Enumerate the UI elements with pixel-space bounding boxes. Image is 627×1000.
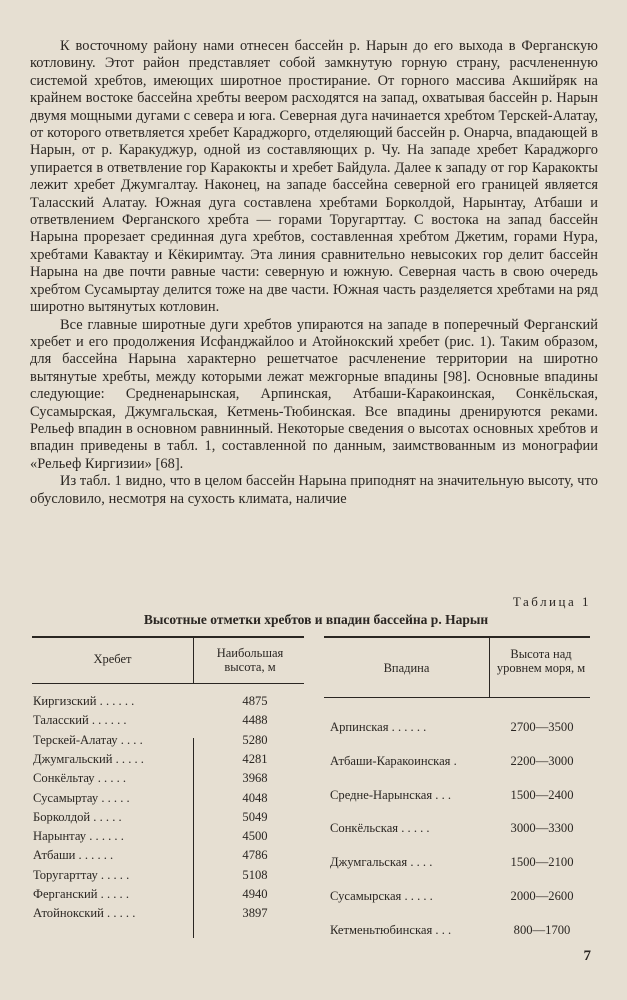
ridge-height: 4488 xyxy=(242,713,268,728)
basin-name: Средне-Нарынская . . . xyxy=(330,787,452,802)
basin-height: 800—1700 xyxy=(513,922,571,937)
ridge-name: Торугарттау . . . . . xyxy=(33,867,130,882)
ridge-name: Ферганский . . . . . xyxy=(33,887,130,901)
table-title: Высотные отметки хребтов и впадин бассейна р. Нарын xyxy=(143,612,489,627)
ridge-name: Киргизский . . . . . . xyxy=(33,694,135,708)
basins-header-rule xyxy=(324,697,590,698)
ridges-header-rule xyxy=(32,683,304,684)
ridge-height: 5280 xyxy=(242,732,268,747)
body-text xyxy=(30,38,598,508)
basins-header-divider xyxy=(489,638,490,698)
ridges-top-rule xyxy=(32,636,304,638)
basin-name: Кетменьтюбинская . . . xyxy=(330,922,452,937)
ridge-name: Терскей-Алатау . . . . xyxy=(33,732,143,747)
paragraph-1: К восточному району нами отнесен бассейн р. Нарын до его выхода в Ферганскую котловину. Этот район представляет собой замкнутую горную страну, расчлененную системой хребтов, имеющих широтное простирание. От горного массива Акшийряк на крайнем востоке бассейна хребты веером расходятся на запад, охватывая бассейн р. Нарын двумя мощными дугами с севера и юга. Северная дуга начинается хребтом Терскей-Алатау, от которого ответвляется хребет Караджорго, отделяющий бассейн р. Онарча, впадающей в Нарын, от р. Каракуджур, одной из составляющих р. Чу. На западе хребет Караджорго упирается в ответвление гор Каракокты и хребет Байдула. Далее к западу от гор Каракокты лежит хребет Джумгалтау. Наконец, на западе бассейна северной его границей является Таласский Алатау. Южная дуга составлена хребтами Борколдой, Нарынтау, Атбаши и ответвлением Ферганского хребта — горами Торугарттау. С востока на запад бассейн Нарына прорезает срединная дуга хребтов, составленная хребтом Джетим, горами Нура, хребтами Кавактау и Кёкиримтау. Эта линия сравнительно невысоких гор делит бассейн Нарына на две почти равные части: северную и южную. Северная часть в свою очередь хребтом Сусамыртау делится тоже на две части. Южная часть разделяется хребтами на ряд широтно вытянутых котловин. xyxy=(30,38,598,316)
ridges-height-header: Наибольшая высота, м xyxy=(216,646,284,674)
ridges-header-divider xyxy=(193,638,194,684)
basin-height: 1500—2100 xyxy=(510,855,574,870)
ridges-name-header: Хребет xyxy=(93,652,132,666)
basin-name: Сонкёльская . . . . . xyxy=(330,821,430,836)
basin-name: Сусамырская . . . . . xyxy=(330,889,433,903)
basin-name: Атбаши-Каракоинская . xyxy=(330,753,457,768)
basin-height: 2200—3000 xyxy=(510,753,574,768)
basin-name: Арпинская . . . . . . xyxy=(330,720,427,734)
ridge-height: 4786 xyxy=(242,848,268,863)
ridge-height: 4875 xyxy=(242,694,268,708)
paragraph-2: Все главные широтные дуги хребтов упираются на западе в поперечный Ферганский хребет и его продолжения Исфанджайлоо и Атойнокский хребет (рис. 1). Таким образом, для бассейна Нарына характерно решетчатое расчленение территории на широтно вытянутые хребты, между которыми лежат межгорные впадины [98]. Основные впадины следующие: Средненарынская, Арпинская, Атбаши-Каракоинская, Сонкёльская, Сусамырская, Джумгальская, Кетмень-Тюбинская. Все впадины дренируются реками. Рельеф впадин в основном равнинный. Некоторые сведения о высотах основных хребтов и впадин приведены в табл. 1, составленной по данным, заимствованным из монографии «Рельеф Киргизии» [68]. xyxy=(30,316,598,472)
basins-top-rule xyxy=(324,636,590,638)
ridge-name: Атбаши . . . . . . xyxy=(33,848,114,863)
basins-name-header: Впадина xyxy=(383,661,430,675)
ridge-height: 3968 xyxy=(242,771,268,786)
table-label: Таблица 1 xyxy=(512,594,591,609)
ridge-height: 4048 xyxy=(242,790,268,805)
ridge-height: 5108 xyxy=(242,867,268,882)
ridge-height: 4281 xyxy=(242,751,268,766)
basins-height-header: Высота над уровнем моря, м xyxy=(496,647,586,675)
basin-height: 3000—3300 xyxy=(510,821,574,836)
ridge-name: Сонкёльтау . . . . . xyxy=(33,771,127,786)
page-number: 7 xyxy=(583,948,591,964)
ridge-name: Атойнокский . . . . . xyxy=(33,906,136,921)
ridge-name: Борколдой . . . . . xyxy=(33,809,122,824)
ridge-name: Таласский . . . . . . xyxy=(33,713,127,728)
ridge-height: 5049 xyxy=(242,809,268,824)
ridges-column-divider xyxy=(193,738,194,938)
ridge-height: 4500 xyxy=(242,829,268,844)
paragraph-3: Из табл. 1 видно, что в целом бассейн Нарына приподнят на значительную высоту, что обусловило, несмотря на сухость климата, наличие xyxy=(30,473,598,507)
basin-height: 2700—3500 xyxy=(510,720,574,734)
ridge-name: Сусамыртау . . . . . xyxy=(33,790,130,805)
basin-name: Джумгальская . . . . xyxy=(330,855,433,870)
basin-height: 1500—2400 xyxy=(510,787,574,802)
ridge-name: Нарынтау . . . . . . xyxy=(33,829,124,844)
ridge-height: 3897 xyxy=(242,906,268,921)
ridge-name: Джумгальский . . . . . xyxy=(33,751,144,766)
ridge-height: 4940 xyxy=(242,887,268,901)
basin-height: 2000—2600 xyxy=(510,889,574,903)
